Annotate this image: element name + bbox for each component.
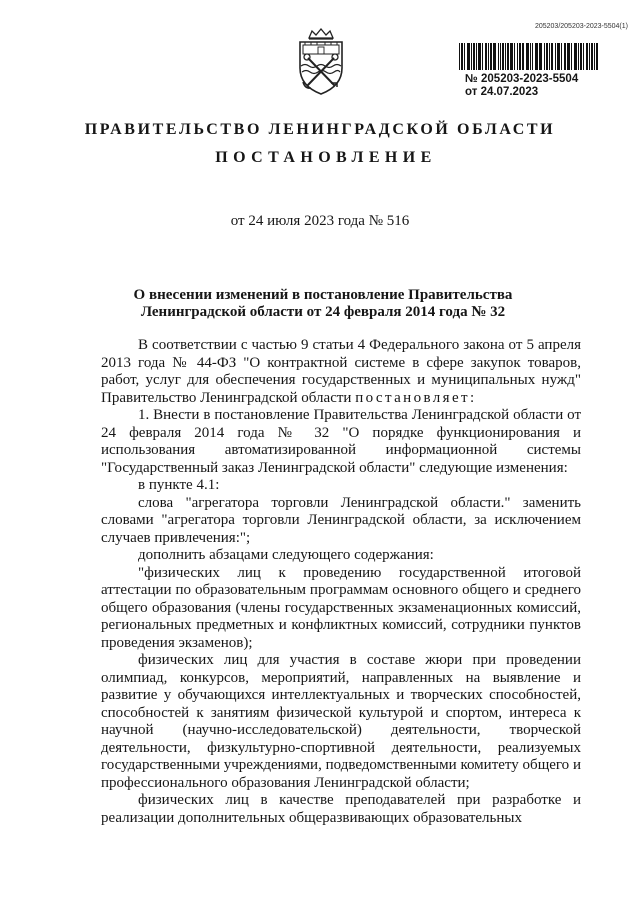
preamble-paragraph xyxy=(101,337,581,407)
registration-date: от 24.07.2023 xyxy=(465,86,539,98)
preamble-text: В соответствии с частью 9 статьи 4 Федерального закона от 5 апреля 2013 года № 44-ФЗ "О контрактной системе в сфере закупок товаров, работ, услуг для обеспечения государственных и муниципальных нужд" Правительство Ленинградской области xyxy=(101,337,581,406)
paragraph-replace-words: слова "агрегатора торговли Ленинградской области." заменить словами "агрегатора торговли Ленинградской области, за исключением случаев привлечения:"; xyxy=(101,494,581,546)
document-type: ПОСТАНОВЛЕНИЕ xyxy=(215,149,437,166)
paragraph-quote-1: "физических лиц к проведению государственной итоговой аттестации по образовательным программам основного общего и среднего общего образования (члены государственных экзаменационных комиссий, региональных предметных и конфликтных комиссий, сотрудники пунктов проведения экзаменов); xyxy=(101,564,581,651)
heading-line-1: О внесении изменений в постановление Правительства xyxy=(133,287,513,303)
paragraph-supplement: дополнить абзацами следующего содержания: xyxy=(138,547,434,563)
paragraph-quote-3: физических лиц в качестве преподавателей при разработке и реализации дополнительных общеразвивающих образовательных xyxy=(101,792,581,826)
paragraph-item-1: 1. Внести в постановление Правительства Ленинградской области от 24 февраля 2014 года № 32 "О порядке функционирования и использования автоматизированной информационной системы "Государственный заказ Ленинградской области" следующие изменения: xyxy=(101,407,581,476)
paragraph-clause: в пункте 4.1: xyxy=(138,477,220,493)
document-heading xyxy=(100,287,546,321)
document-date-number: от 24 июля 2023 года № 516 xyxy=(230,213,410,229)
heading-line-2: Ленинградской области от 24 февраля 2014 года № 32 xyxy=(140,304,506,320)
registration-number: № 205203-2023-5504 xyxy=(465,73,579,85)
document-id: 205203/205203-2023-5504(1) xyxy=(534,23,628,30)
coat-of-arms-emblem xyxy=(293,28,349,96)
registration-barcode xyxy=(459,43,602,70)
paragraph-quote-2: физических лиц для участия в составе жюри при проведении олимпиад, конкурсов, мероприятий, направленных на выявление и развитие у обучающихся интеллектуальных и творческих способностей, способностей к занятиям физической культурой и спортом, интереса к научной (научно-исследовательской) деятельности, творческой деятельности, физкультурно-спортивной деятельности, реализуемых государственными учреждениями, подведомственными комитету общего и профессионального образования Ленинградской области; xyxy=(101,652,581,791)
document-body xyxy=(101,337,581,827)
resolves-word: постановляет: xyxy=(355,389,477,406)
government-title: ПРАВИТЕЛЬСТВО ЛЕНИНГРАДСКОЙ ОБЛАСТИ xyxy=(84,121,556,138)
barcode-bar xyxy=(599,43,600,70)
